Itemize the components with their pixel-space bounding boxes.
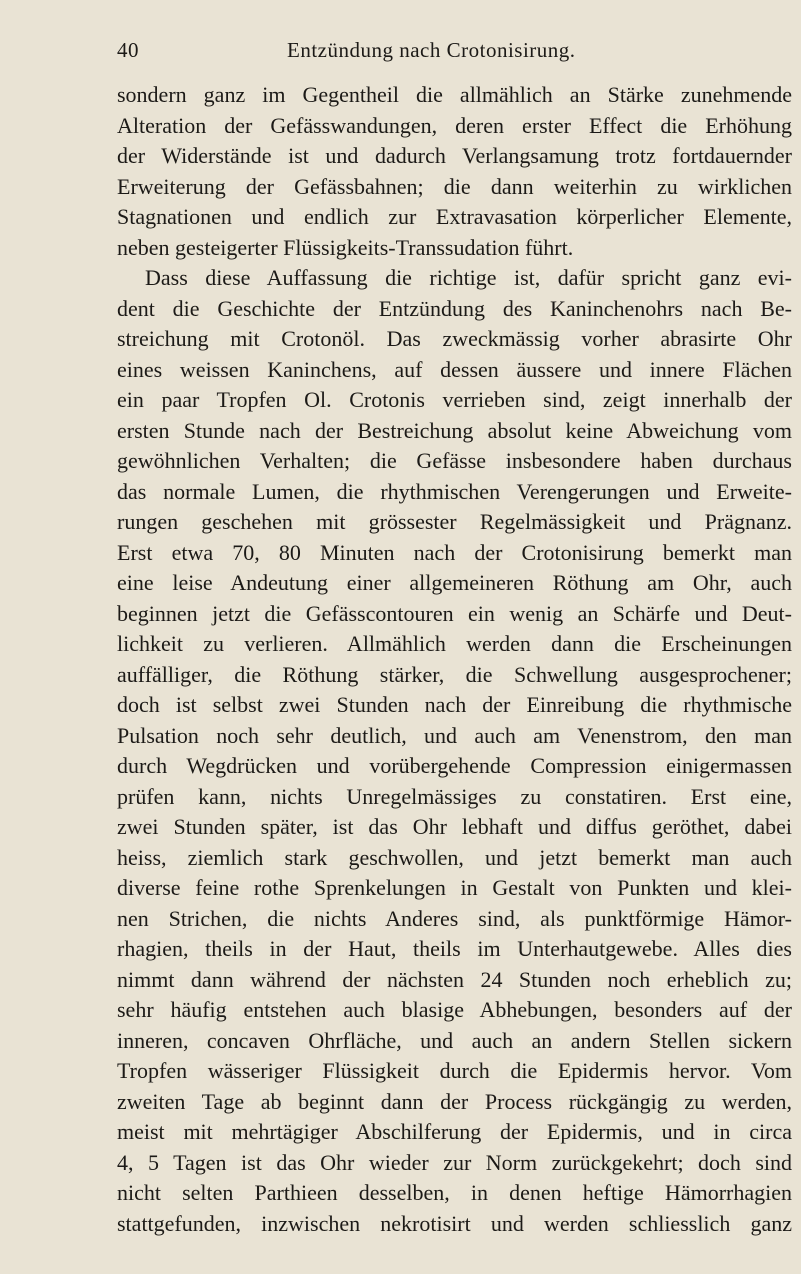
text-line: Stagnationen und endlich zur Extravasation körperlicher Elemente, — [117, 204, 792, 229]
text-line: nimmt dann während der nächsten 24 Stunden noch erheblich zu; — [117, 966, 792, 992]
text-line: stattgefunden, inzwischen nekrotisirt und werden schliesslich ganz — [117, 1210, 792, 1236]
text-line: neben gesteigerter Flüssigkeits-Transsudation führt. — [117, 234, 574, 260]
text-line: durch Wegdrücken und vorübergehende Compression einigermassen — [117, 753, 792, 778]
text-line: zwei Stunden später, ist das Ohr lebhaft und diffus geröthet, dabei — [117, 814, 792, 839]
text-line: auffälliger, die Röthung stärker, die Schwellung ausgesprochener; — [117, 661, 792, 687]
text-line: rungen geschehen mit grössester Regelmässigkeit und Prägnanz. — [117, 509, 792, 534]
text-line: streichung mit Crotonöl. Das zweckmässig vorher abrasirte Ohr — [117, 326, 792, 351]
text-line: gewöhnlichen Verhalten; die Gefässe insbesondere haben durchaus — [117, 448, 792, 473]
text-line: dent die Geschichte der Entzündung des Kaninchenohrs nach Be- — [117, 295, 792, 321]
text-line: Tropfen wässeriger Flüssigkeit durch die Epidermis hervor. Vom — [117, 1058, 792, 1083]
text-line: sondern ganz im Gegentheil die allmählich an Stärke zunehmende — [117, 82, 792, 107]
text-line: ersten Stunde nach der Bestreichung absolut keine Abweichung vom — [117, 417, 792, 443]
text-line: meist mit mehrtägiger Abschilferung der Epidermis, und in circa — [117, 1119, 792, 1144]
text-line: beginnen jetzt die Gefässcontouren ein wenig an Schärfe und Deut- — [117, 600, 792, 626]
text-line: rhagien, theils in der Haut, theils im Unterhautgewebe. Alles dies — [117, 936, 792, 961]
text-line: 4, 5 Tagen ist das Ohr wieder zur Norm zurückgekehrt; doch sind — [117, 1149, 792, 1175]
text-line: heiss, ziemlich stark geschwollen, und jetzt bemerkt man auch — [117, 844, 792, 870]
text-line: nicht selten Parthieen desselben, in denen heftige Hämorrhagien — [117, 1180, 792, 1205]
text-line: doch ist selbst zwei Stunden nach der Einreibung die rhythmische — [117, 692, 792, 717]
page-header — [117, 38, 717, 66]
text-line: ein paar Tropfen Ol. Crotonis verrieben sind, zeigt innerhalb der — [117, 387, 792, 412]
text-line: zweiten Tage ab beginnt dann der Process rückgängig zu werden, — [117, 1088, 792, 1114]
text-line: lichkeit zu verlieren. Allmählich werden dann die Erscheinungen — [117, 631, 792, 656]
text-line: Alteration der Gefässwandungen, deren erster Effect die Erhöhung — [117, 112, 792, 138]
text-line: der Widerstände ist und dadurch Verlangsamung trotz fortdauernder — [117, 143, 792, 168]
text-line: prüfen kann, nichts Unregelmässiges zu constatiren. Erst eine, — [117, 783, 792, 809]
text-line: nen Strichen, die nichts Anderes sind, als punktförmige Hämor- — [117, 905, 792, 931]
text-line: inneren, concaven Ohrfläche, und auch an andern Stellen sickern — [117, 1027, 792, 1053]
text-line: Erst etwa 70, 80 Minuten nach der Crotonisirung bemerkt man — [117, 539, 792, 565]
text-line: diverse feine rothe Sprenkelungen in Gestalt von Punkten und klei- — [117, 875, 792, 900]
text-line: eine leise Andeutung einer allgemeineren Röthung am Ohr, auch — [117, 570, 792, 595]
text-line: das normale Lumen, die rhythmischen Verengerungen und Erweite- — [117, 478, 792, 504]
running-title: Entzündung nach Crotonisirung. — [287, 38, 576, 62]
text-line: eines weissen Kaninchens, auf dessen äussere und innere Flächen — [117, 356, 792, 382]
text-line: Pulsation noch sehr deutlich, und auch am Venenstrom, den man — [117, 722, 792, 748]
text-line: sehr häufig entstehen auch blasige Abhebungen, besonders auf der — [117, 997, 792, 1022]
text-line: Dass diese Auffassung die richtige ist, dafür spricht ganz evi- — [145, 265, 792, 290]
text-line: Erweiterung der Gefässbahnen; die dann weiterhin zu wirklichen — [117, 173, 792, 199]
body-text — [117, 80, 792, 1239]
page-number: 40 — [117, 38, 139, 62]
